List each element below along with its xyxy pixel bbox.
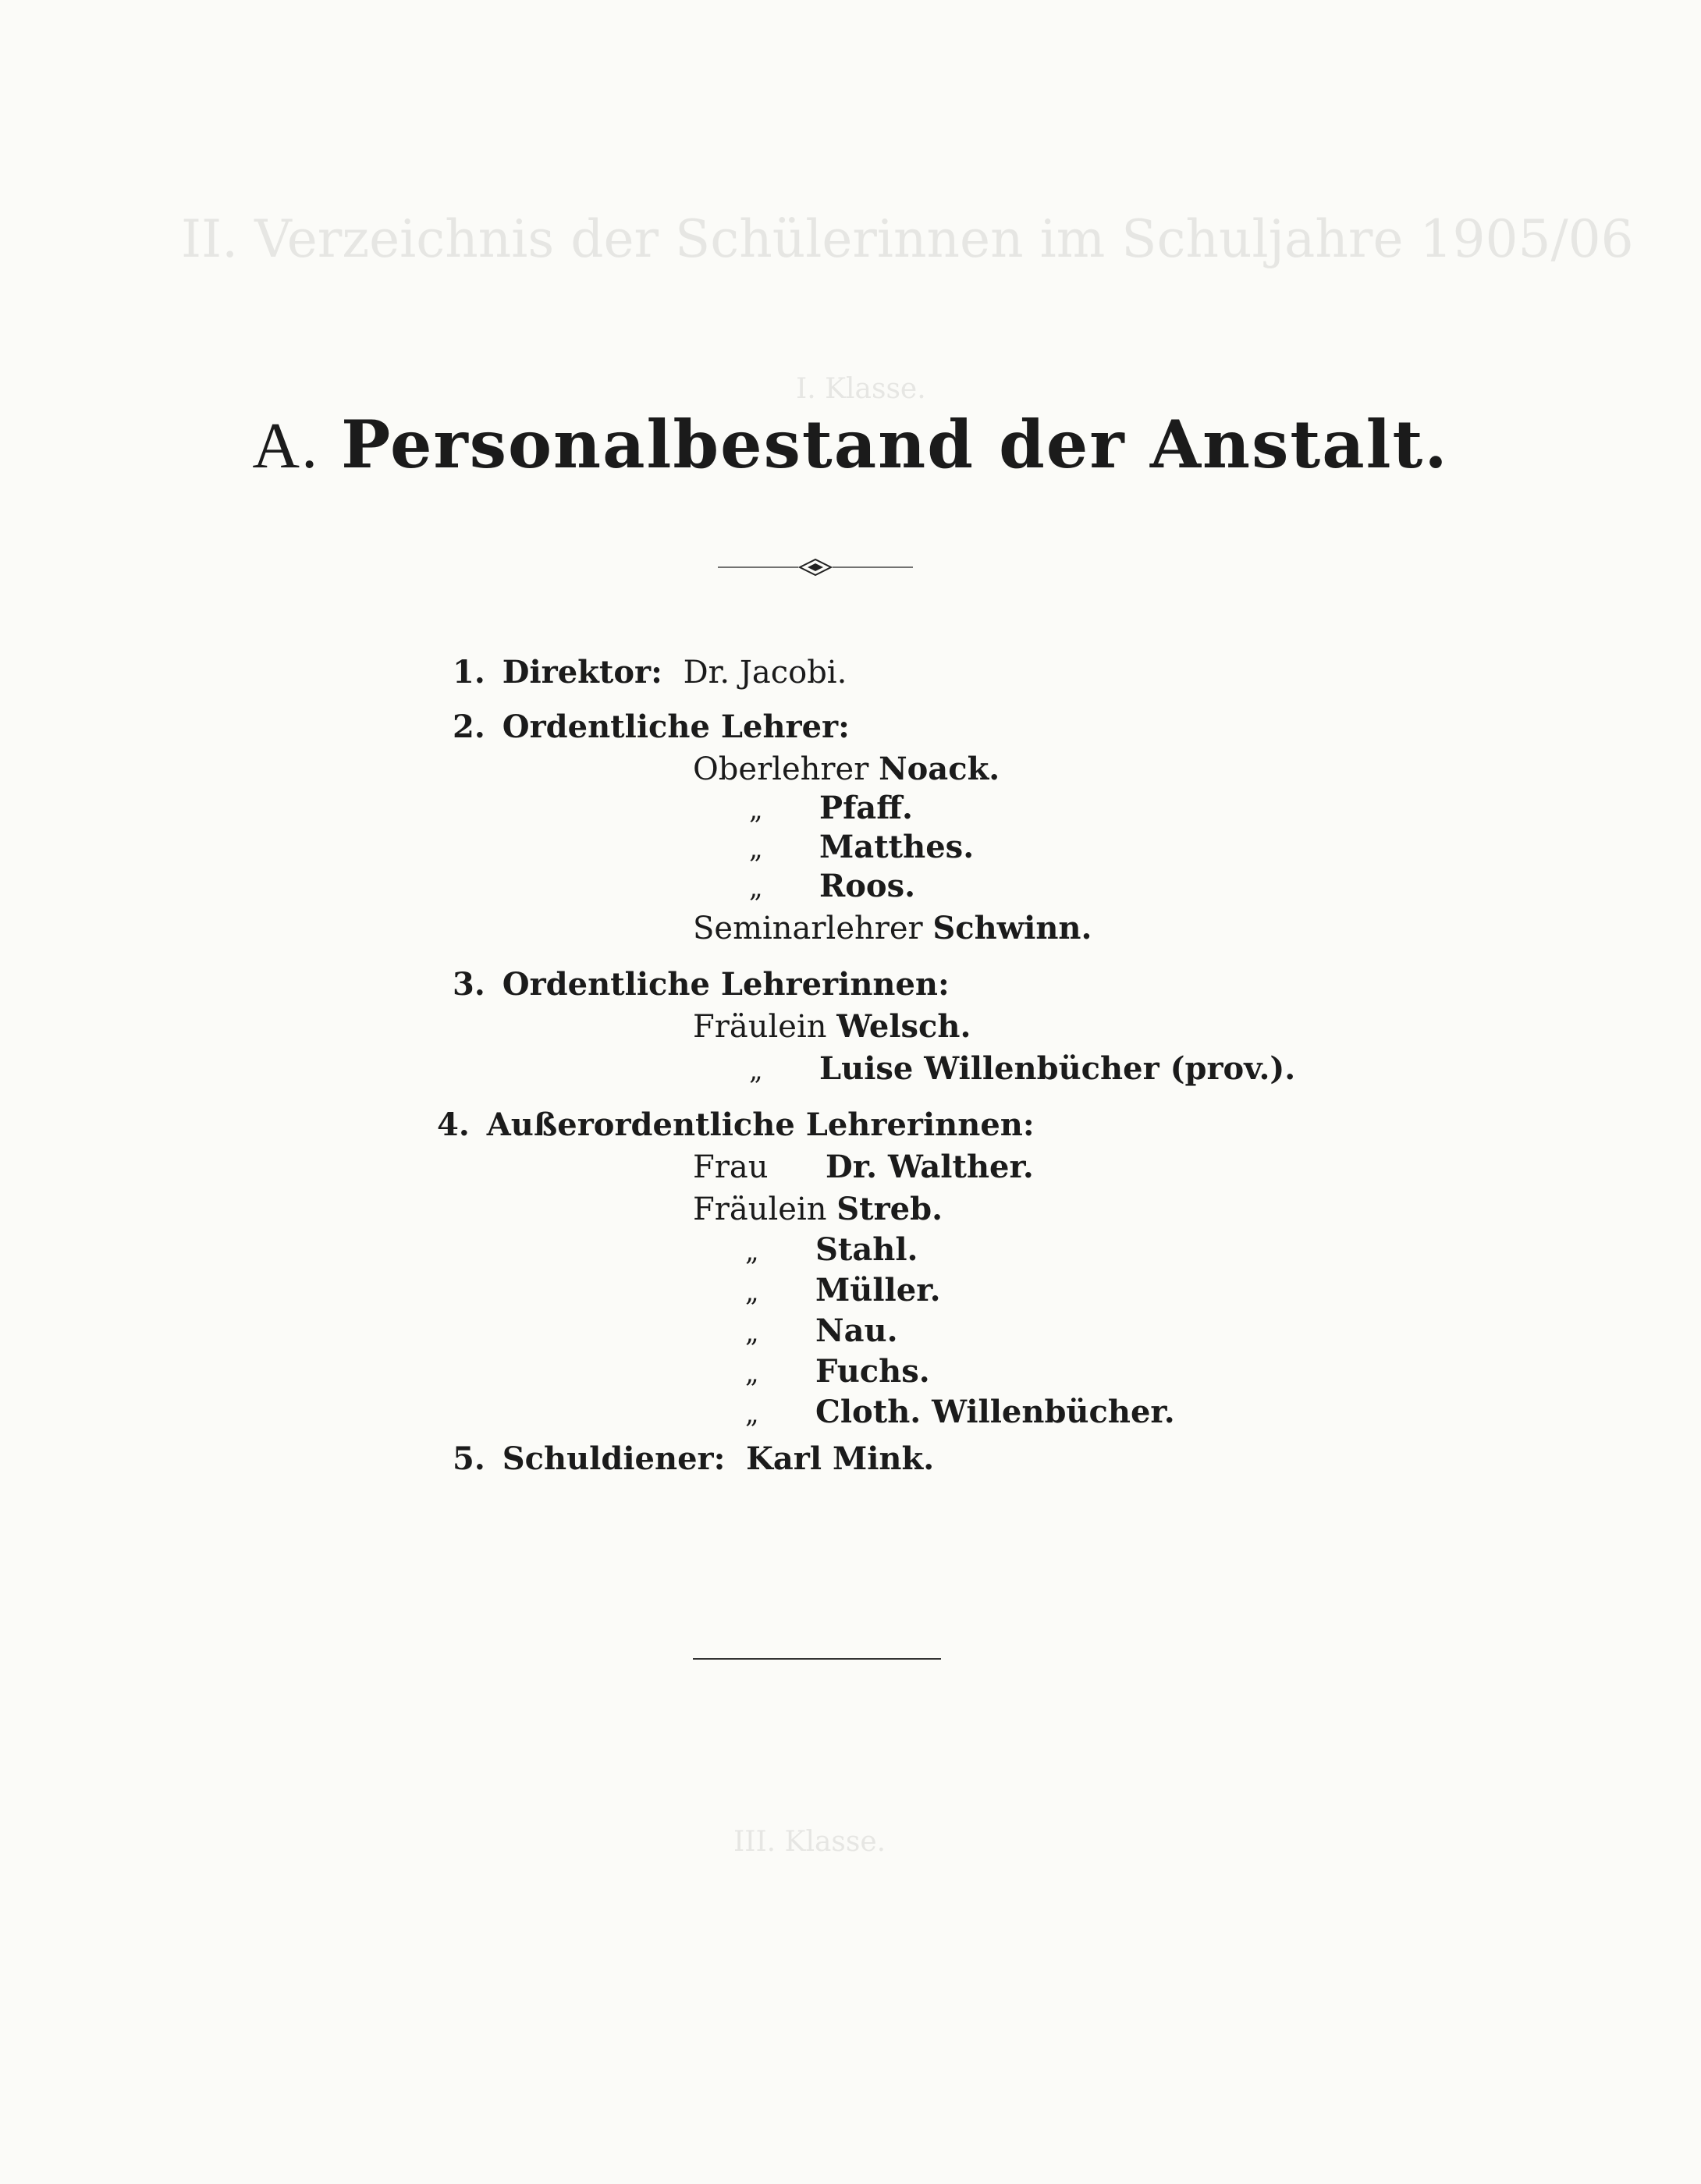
person-name: Nau. <box>815 1312 898 1349</box>
list-item <box>749 1050 1295 1087</box>
section-schuldiener <box>453 1440 934 1477</box>
list-item <box>749 829 974 865</box>
person-name: Pfaff. <box>819 790 913 826</box>
ditto-mark: „ <box>745 1236 759 1267</box>
ditto-mark: „ <box>745 1398 759 1429</box>
list-item <box>693 910 1092 946</box>
title-prefix: A. <box>252 410 320 482</box>
list-item <box>749 868 915 904</box>
person-name: Roos. <box>819 868 916 904</box>
list-item <box>745 1312 898 1349</box>
list-item <box>745 1272 941 1309</box>
person-name: Schwinn. <box>932 910 1092 946</box>
person-title: Fräulein <box>693 1009 827 1045</box>
ditto-mark: „ <box>749 1055 763 1086</box>
section-ordentliche-lehrer <box>453 708 850 745</box>
section-ordentliche-lehrerinnen <box>453 966 950 1003</box>
ditto-mark: „ <box>745 1317 759 1348</box>
section-ausserordentliche-lehrerinnen <box>437 1106 1035 1143</box>
end-rule <box>693 1658 941 1660</box>
section-number: 4. <box>437 1106 470 1143</box>
ditto-mark: „ <box>749 794 763 826</box>
person-title: Seminarlehrer <box>693 911 923 946</box>
section-number: 3. <box>453 966 485 1003</box>
section-direktor <box>453 654 847 691</box>
person-name: Matthes. <box>819 829 975 865</box>
schuldiener-name: Karl Mink. <box>746 1440 935 1477</box>
bleed-through-heading: II. Verzeichnis der Schülerinnen im Schuljahre 1905/06 <box>181 209 1634 269</box>
person-title: Oberlehrer <box>693 751 869 787</box>
section-label: Außerordentliche Lehrerinnen: <box>486 1106 1035 1143</box>
person-name: Noack. <box>879 751 1000 787</box>
person-name: Fuchs. <box>815 1353 930 1390</box>
bleed-through-class-heading: I. Klasse. <box>796 373 926 405</box>
ornament-divider <box>718 556 913 579</box>
bleed-through-class-heading: III. Klasse. <box>733 1826 886 1858</box>
section-label: Schuldiener: <box>502 1440 726 1477</box>
person-name: Müller. <box>815 1272 941 1309</box>
list-item <box>745 1231 918 1268</box>
person-title: Frau <box>693 1149 769 1185</box>
ditto-mark: „ <box>745 1358 759 1389</box>
ditto-mark: „ <box>745 1277 759 1308</box>
section-label: Ordentliche Lehrerinnen: <box>502 966 950 1003</box>
list-item <box>693 751 1000 787</box>
list-item <box>693 1149 1034 1185</box>
section-number: 5. <box>453 1440 485 1477</box>
list-item <box>693 1191 943 1227</box>
page-title <box>0 406 1701 484</box>
section-number: 1. <box>453 654 485 691</box>
person-name: Welsch. <box>836 1008 971 1045</box>
person-name: Stahl. <box>815 1231 918 1268</box>
title-text: Personalbestand der Anstalt. <box>341 406 1449 483</box>
ditto-mark: „ <box>749 872 763 904</box>
person-name: Cloth. Willenbücher. <box>815 1394 1175 1430</box>
list-item <box>745 1353 930 1390</box>
section-label: Direktor: <box>502 654 662 691</box>
list-item <box>745 1394 1175 1430</box>
person-name: Streb. <box>836 1191 943 1227</box>
person-name: Dr. Walther. <box>826 1149 1034 1185</box>
list-item <box>749 790 913 826</box>
ditto-mark: „ <box>749 833 763 865</box>
section-label: Ordentliche Lehrer: <box>502 708 850 745</box>
direktor-name: Dr. Jacobi. <box>683 655 847 691</box>
person-name: Luise Willenbücher (prov.). <box>819 1050 1296 1087</box>
section-number: 2. <box>453 708 485 745</box>
list-item <box>693 1008 971 1045</box>
person-title: Fräulein <box>693 1191 827 1227</box>
